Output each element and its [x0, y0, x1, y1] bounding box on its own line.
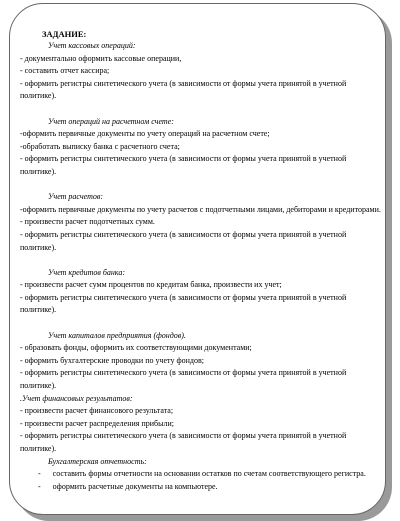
list-item: - оформить расчетные документы на компьютере.: [20, 481, 218, 491]
section-heading-settlements: Учет расчетов:: [48, 192, 104, 202]
list-item: - составить отчет кассира;: [20, 66, 110, 76]
list-item: - оформить регистры синтетического учета (в зависимости от формы учета принятой в учетной политике).: [20, 229, 347, 252]
list-item: - оформить регистры синтетического учета (в зависимости от формы учета принятой в учетной политике).: [20, 431, 347, 453]
section-heading-credits: Учет кредитов банка:: [48, 267, 126, 277]
section-heading-account: Учет операций на расчетном счете:: [48, 116, 174, 126]
list-item: -оформить первичные документы по учету операций на расчетном счете;: [20, 129, 270, 139]
list-item: - произвести расчет подотчетных сумм.: [20, 217, 155, 227]
section-heading-results: .Учет финансовых результатов:: [20, 393, 133, 403]
list-item: - оформить бухгалтерские проводки по учету фондов;: [20, 355, 204, 365]
section-heading-cash: Учет кассовых операций:: [48, 41, 136, 50]
list-item: - произвести расчет распределения прибыли;: [20, 418, 174, 428]
list-item: -оформить первичные документы по учету расчетов с подотчетными лицами, дебиторами и кредиторами.: [20, 204, 381, 214]
list-item: - документально оформить кассовые операции,: [20, 53, 182, 63]
list-item: - оформить регистры синтетического учета (в зависимости от формы учета принятой в учетной политике).: [20, 368, 347, 391]
list-item: - произвести расчет сумм процентов по кредитам банка, произвести их учет;: [20, 280, 282, 290]
list-item: - составить формы отчетности на основании остатков по счетам соответствующего регистра.: [20, 469, 366, 479]
list-item: - оформить регистры синтетического учета (в зависимости от формы учета принятой в учетной политике).: [20, 292, 347, 315]
document-card: [9, 3, 386, 515]
list-item: - оформить регистры синтетического учета (в зависимости от формы учета принятой в учетной политике).: [20, 154, 347, 176]
list-item: - произвести расчет финансового результата;: [20, 406, 174, 416]
list-item: -обработать выписку банка с расчетного счета;: [20, 141, 180, 151]
section-heading-capital: Учет капиталов предприятия (фондов).: [48, 330, 186, 340]
section-heading-reporting: Бухгалтерская отчетность:: [48, 456, 147, 466]
list-item: - образовать фонды, оформить их соответствующими документами;: [20, 343, 252, 353]
document-title: ЗАДАНИЕ:: [42, 29, 87, 39]
document-content: [20, 28, 384, 493]
list-item: - оформить регистры синтетического учета (в зависимости от формы учета принятой в учетной политике).: [20, 78, 347, 101]
